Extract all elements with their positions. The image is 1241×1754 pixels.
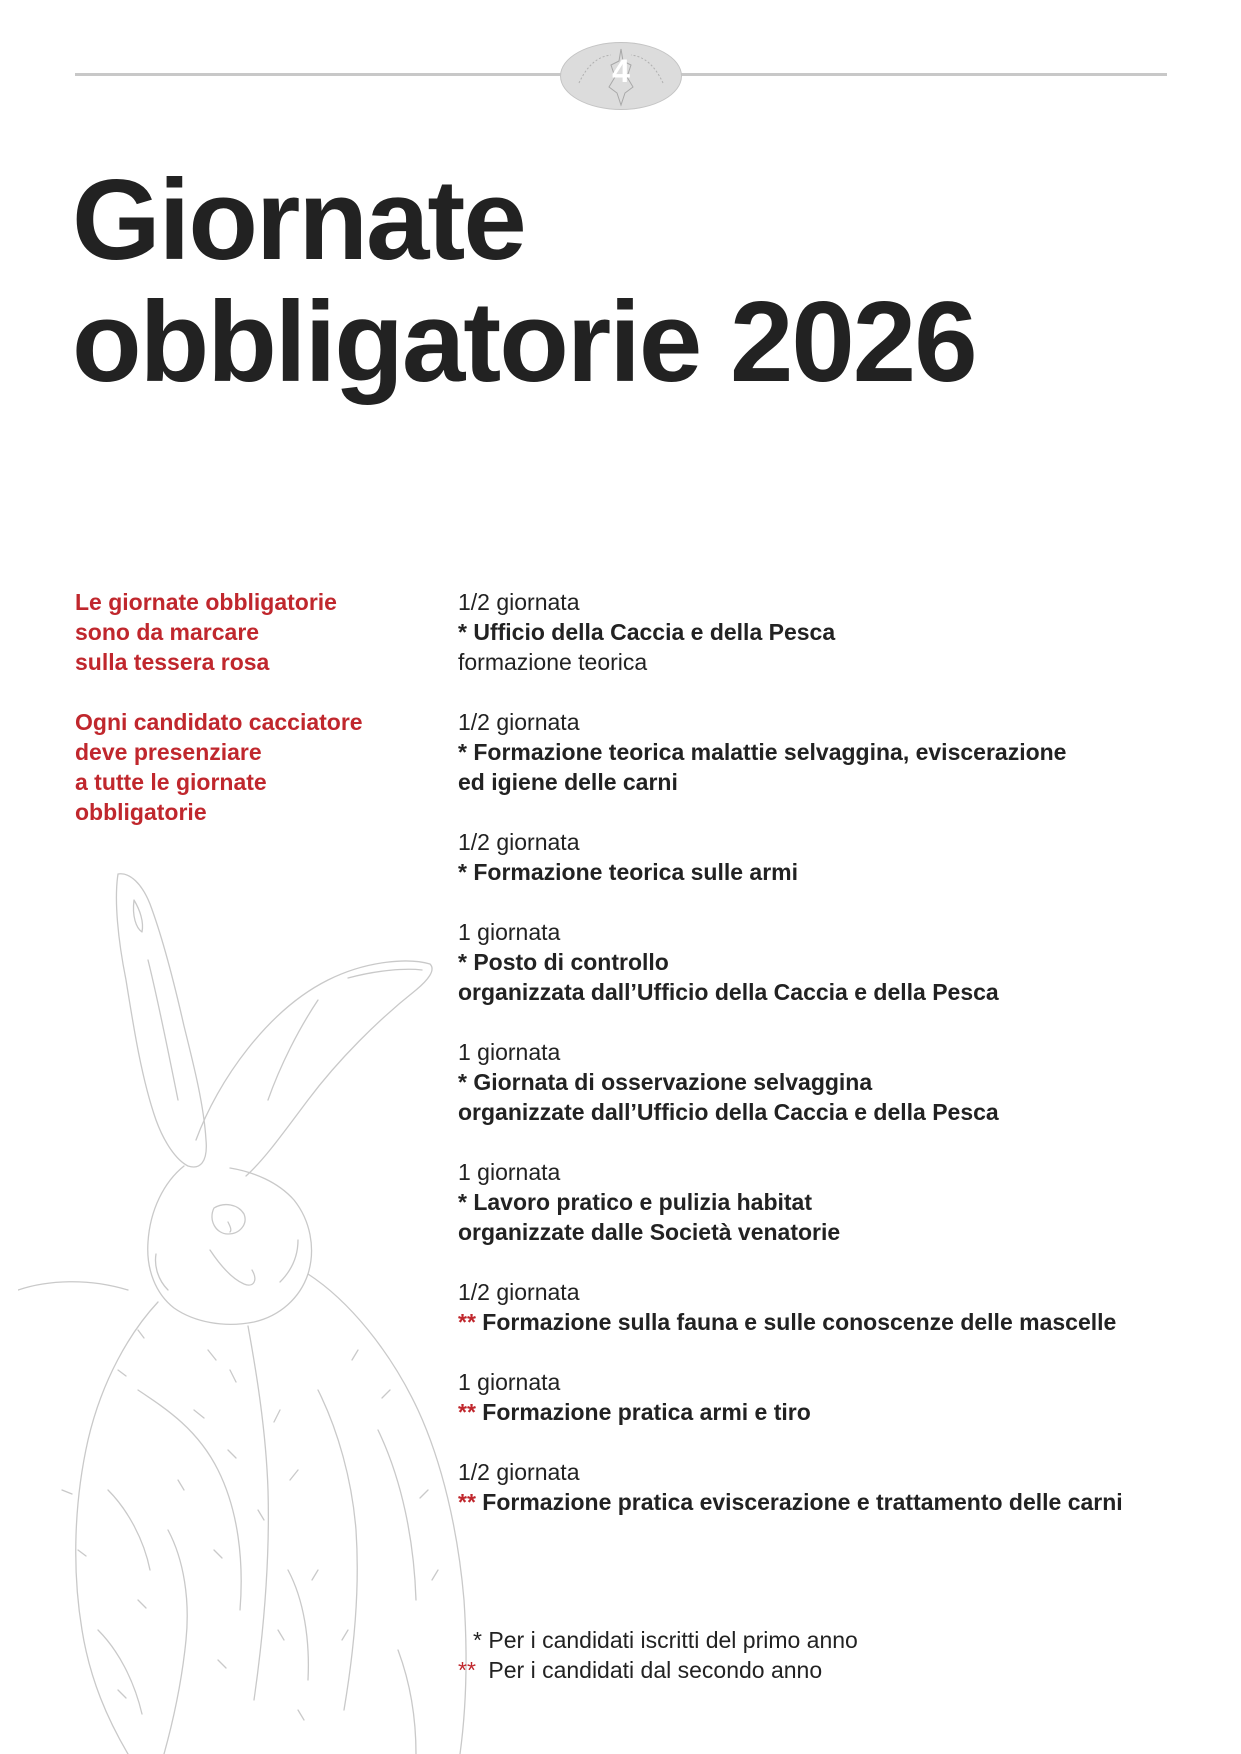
page-badge (560, 42, 682, 110)
entry-duration: 1 giornata (458, 919, 561, 945)
entry-subtitle: organizzate dall’Ufficio della Caccia e della Pesca (458, 1099, 999, 1125)
note-marking: Le giornate obbligatorie sono da marcare sulla tessera rosa (75, 589, 337, 675)
entry-title (458, 1067, 1218, 1097)
entry-marker: * (458, 739, 467, 765)
page-title-line-2: obbligatorie 2026 (72, 279, 976, 406)
schedule-entry (458, 1457, 1218, 1517)
page-number: 4 (612, 53, 630, 89)
entry-title-text: Posto di controllo (473, 949, 669, 975)
entry-duration: 1 giornata (458, 1039, 561, 1065)
legend-marker-double: ** (458, 1657, 476, 1683)
entry-duration: 1/2 giornata (458, 1459, 580, 1485)
legend-first-year (458, 1625, 858, 1655)
entry-title-text: Giornata di osservazione selvaggina (473, 1069, 873, 1095)
entry-title-text: Ufficio della Caccia e della Pesca (473, 619, 836, 645)
entry-title (458, 737, 1218, 767)
entry-subtitle: formazione teorica (458, 649, 648, 675)
schedule-entry (458, 827, 1218, 887)
schedule-entry (458, 1157, 1218, 1247)
legend-second-year (458, 1655, 858, 1685)
legend-second-year-text: Per i candidati dal secondo anno (488, 1657, 823, 1683)
entry-title-text: Lavoro pratico e pulizia habitat (473, 1189, 813, 1215)
entry-title (458, 617, 1218, 647)
note-attendance: Ogni candidato cacciatore deve presenziare a tutte le giornate obbligatorie (75, 709, 363, 825)
entry-title (458, 1397, 1218, 1427)
entry-marker: * (458, 949, 467, 975)
entry-marker: * (458, 619, 467, 645)
legend-first-year-text: Per i candidati iscritti del primo anno (488, 1627, 858, 1653)
entry-title-text: Formazione teorica sulle armi (473, 859, 799, 885)
entry-title (458, 1487, 1218, 1517)
entry-duration: 1/2 giornata (458, 709, 580, 735)
entry-title-text: Formazione teorica malattie selvaggina, eviscerazione (473, 739, 1067, 765)
entry-subtitle: organizzata dall’Ufficio della Caccia e della Pesca (458, 979, 999, 1005)
entry-duration: 1 giornata (458, 1369, 561, 1395)
entry-title (458, 1187, 1218, 1217)
entry-duration: 1/2 giornata (458, 1279, 580, 1305)
entry-duration: 1/2 giornata (458, 829, 580, 855)
entry-subtitle: organizzate dalle Società venatorie (458, 1219, 841, 1245)
entry-marker: ** (458, 1309, 476, 1335)
entry-duration: 1 giornata (458, 1159, 561, 1185)
entry-marker: ** (458, 1489, 476, 1515)
entry-subtitle: ed igiene delle carni (458, 769, 678, 795)
entry-marker: * (458, 1069, 467, 1095)
schedule-entry (458, 707, 1218, 797)
legend-marker-single: * (473, 1627, 482, 1653)
entry-marker: ** (458, 1399, 476, 1425)
hare-illustration (18, 870, 478, 1754)
schedule-list (458, 587, 1218, 1547)
entry-title-text: Formazione pratica armi e tiro (482, 1399, 811, 1425)
notes-sidebar (75, 587, 415, 857)
page-title (72, 157, 976, 406)
schedule-entry (458, 917, 1218, 1007)
entry-title (458, 1307, 1218, 1337)
schedule-entry (458, 1037, 1218, 1127)
entry-title (458, 947, 1218, 977)
page-title-line-1: Giornate (72, 157, 525, 284)
schedule-entry (458, 587, 1218, 677)
schedule-entry (458, 1367, 1218, 1427)
entry-title (458, 857, 1218, 887)
entry-marker: * (458, 859, 467, 885)
schedule-entry (458, 1277, 1218, 1337)
entry-marker: * (458, 1189, 467, 1215)
entry-title-text: Formazione pratica eviscerazione e trattamento delle carni (482, 1489, 1123, 1515)
entry-duration: 1/2 giornata (458, 589, 580, 615)
legend (458, 1625, 858, 1685)
entry-title-text: Formazione sulla fauna e sulle conoscenze delle mascelle (482, 1309, 1117, 1335)
